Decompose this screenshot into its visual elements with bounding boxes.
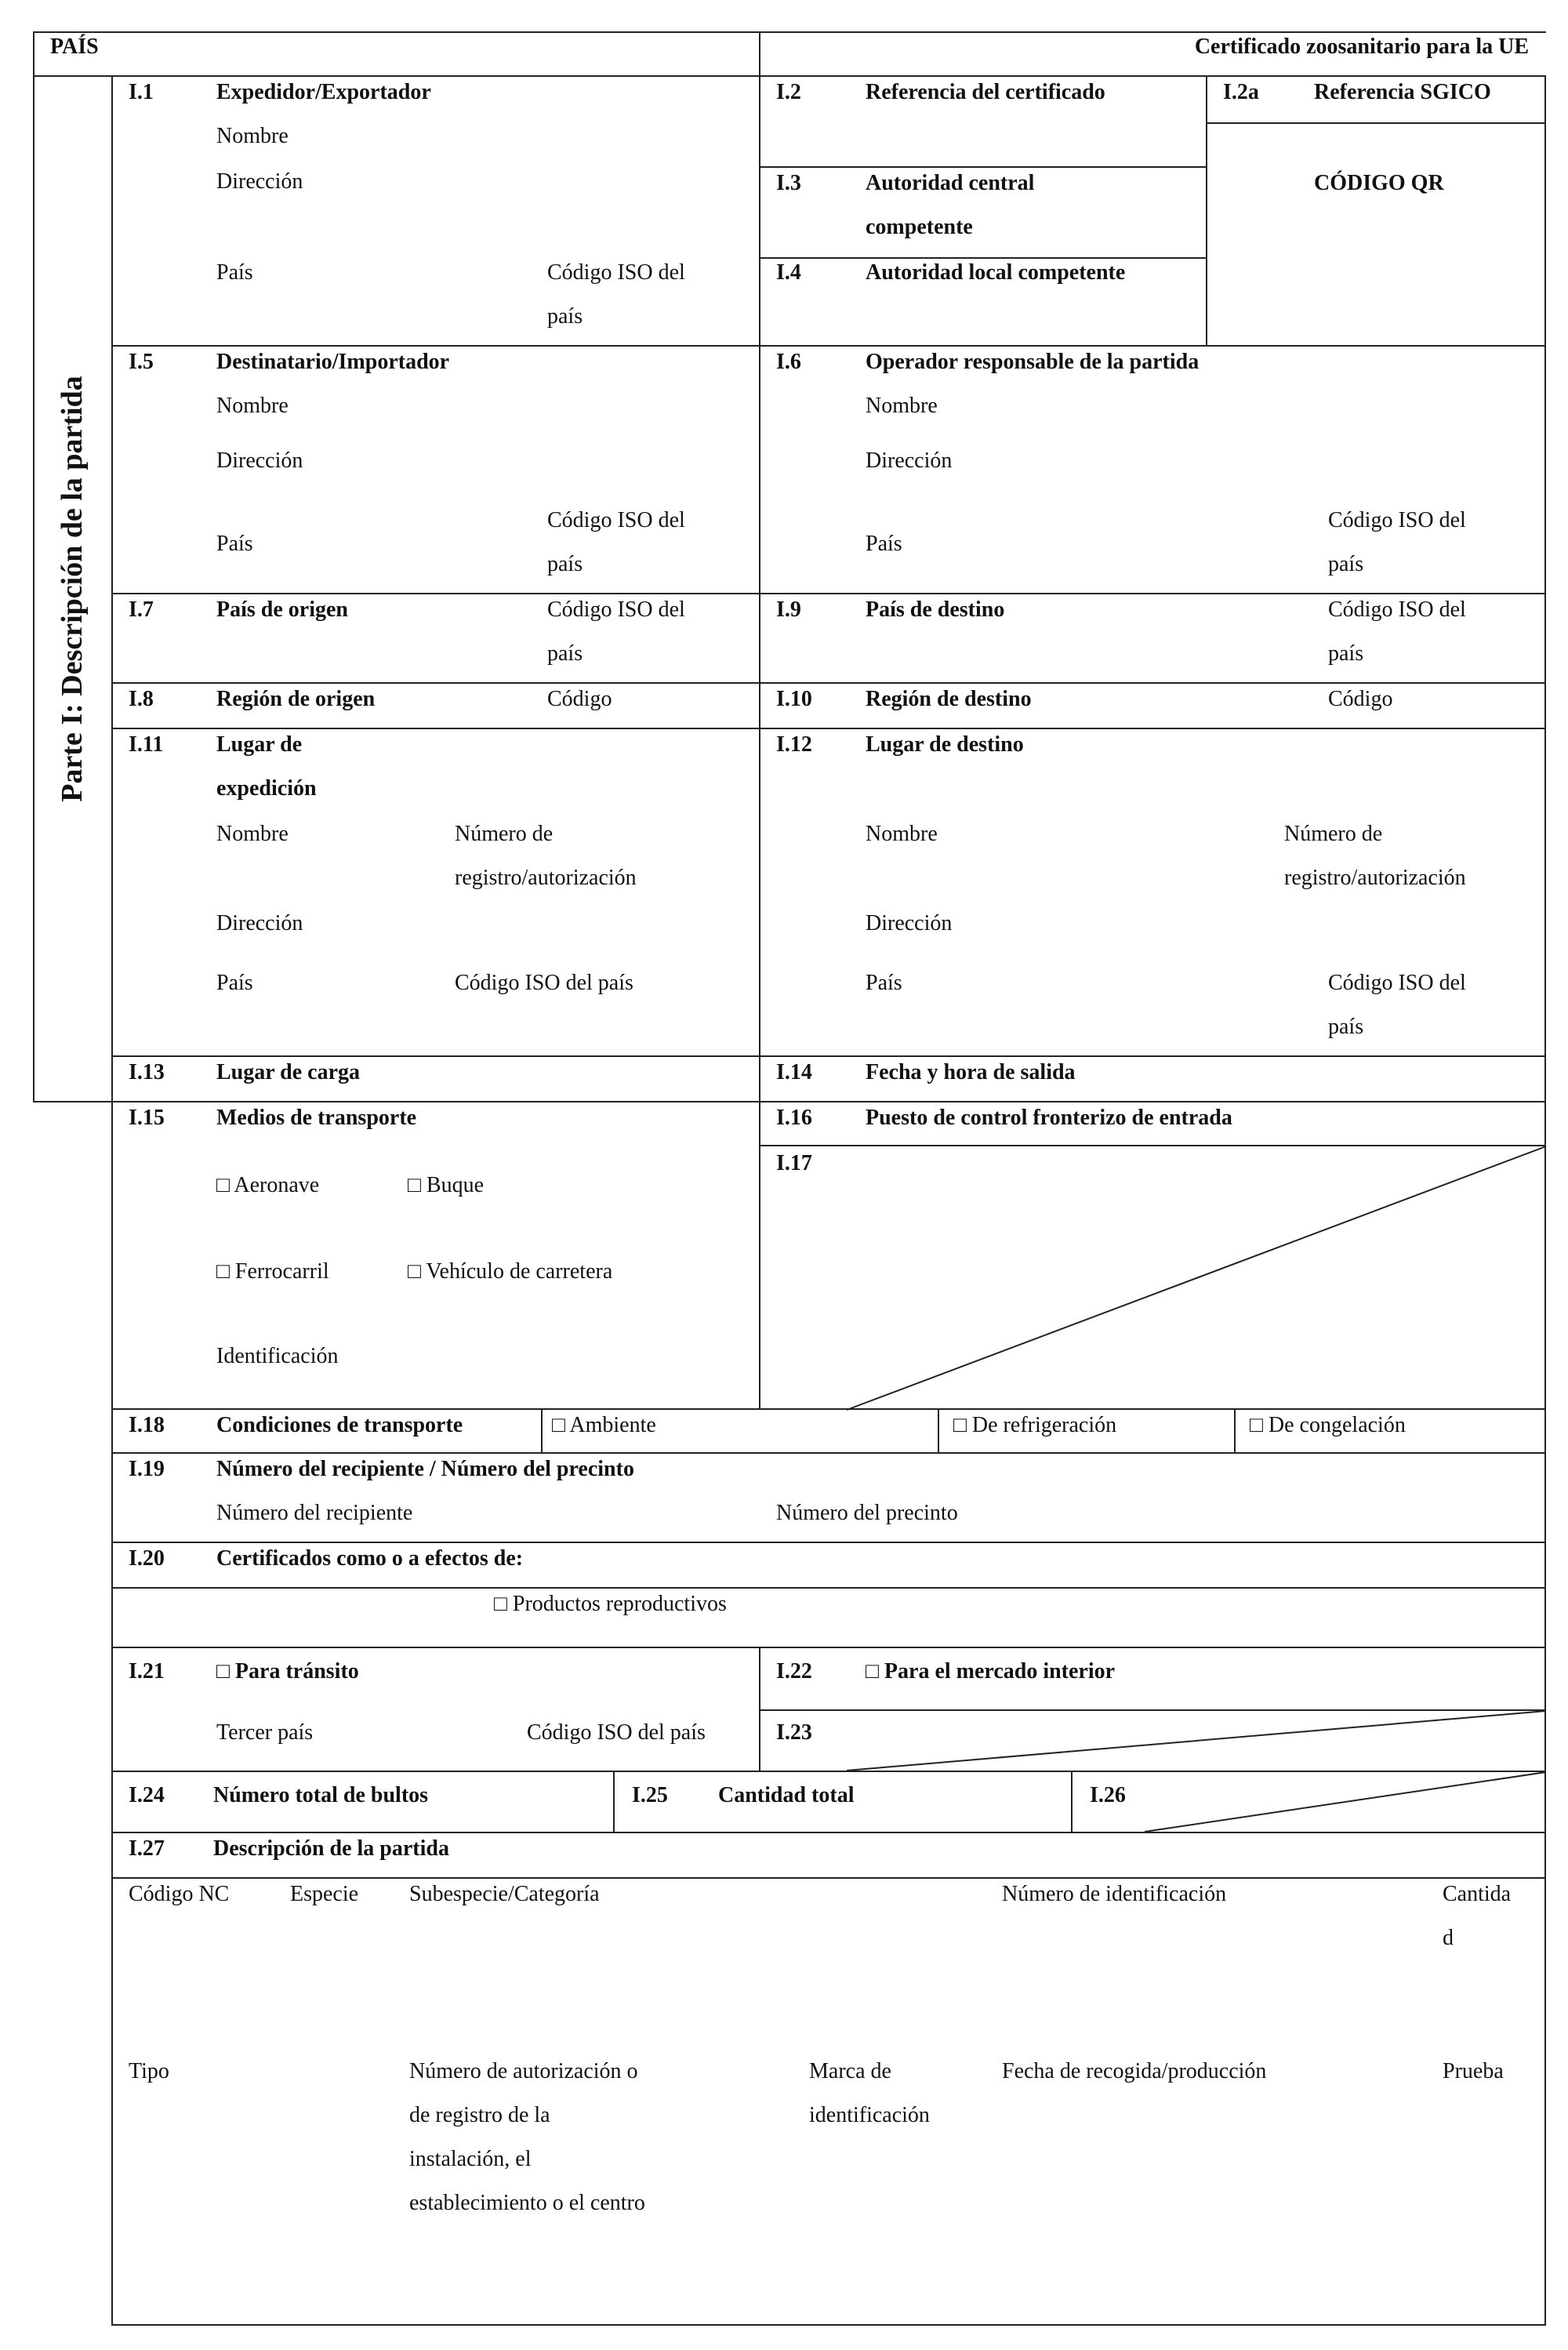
i19-container: Número del recipiente xyxy=(216,1501,413,1525)
i12-reg-l2: registro/autorización xyxy=(1284,866,1466,890)
i18-label: Condiciones de transporte xyxy=(216,1413,463,1437)
i3-label-l1: Autoridad central xyxy=(866,171,1035,195)
i1-pais: País xyxy=(216,260,253,285)
i12-iso-l1: Código ISO del xyxy=(1328,971,1466,995)
i6-label: Operador responsable de la partida xyxy=(866,350,1200,374)
i21-num: I.21 xyxy=(129,1659,165,1684)
i11-label-l2: expedición xyxy=(216,776,317,801)
i1-iso-l2: país xyxy=(547,304,583,329)
sidebar-part-label xyxy=(33,77,111,1101)
i8-codigo: Código xyxy=(547,687,612,711)
checkbox-rail[interactable]: □ Ferrocarril xyxy=(216,1259,329,1284)
i3-num: I.3 xyxy=(776,171,801,195)
i16-label: Puesto de control fronterizo de entrada xyxy=(866,1106,1232,1130)
i10-num: I.10 xyxy=(776,687,812,711)
i6-iso-l2: país xyxy=(1328,552,1364,576)
i16-num: I.16 xyxy=(776,1106,812,1130)
i1-label: Expedidor/Exportador xyxy=(216,80,431,104)
i11-reg-l2: registro/autorización xyxy=(455,866,637,890)
i1-iso-l1: Código ISO del xyxy=(547,260,685,285)
i11-nombre: Nombre xyxy=(216,822,289,846)
i2a-num: I.2a xyxy=(1223,80,1259,104)
i2a-label: Referencia SGICO xyxy=(1314,80,1491,104)
sidebar-label: Parte I: Descripción de la partida xyxy=(56,376,89,802)
i19-label: Número del recipiente / Número del precinto xyxy=(216,1457,634,1481)
col-type: Tipo xyxy=(129,2059,169,2083)
i8-label: Región de origen xyxy=(216,687,376,711)
i5-iso-l1: Código ISO del xyxy=(547,508,685,532)
i19-seal: Número del precinto xyxy=(776,1501,958,1525)
i12-label: Lugar de destino xyxy=(866,732,1024,757)
col-mark-l1: Marca de xyxy=(809,2059,891,2083)
col-approval-l3: instalación, el xyxy=(409,2147,532,2171)
i4-num: I.4 xyxy=(776,260,801,285)
i26-num: I.26 xyxy=(1090,1783,1126,1807)
i2-num: I.2 xyxy=(776,80,801,104)
header-country: PAÍS xyxy=(50,35,99,59)
col-quantity-l1: Cantida xyxy=(1443,1882,1512,1906)
i7-label: País de origen xyxy=(216,597,348,622)
i27-label: Descripción de la partida xyxy=(213,1836,449,1861)
col-test: Prueba xyxy=(1443,2059,1504,2083)
i9-label: País de destino xyxy=(866,597,1005,622)
checkbox-ambient[interactable]: □ Ambiente xyxy=(552,1413,656,1437)
i5-iso-l2: país xyxy=(547,552,583,576)
i9-iso-l1: Código ISO del xyxy=(1328,597,1466,622)
i12-nombre: Nombre xyxy=(866,822,938,846)
checkbox-transit[interactable]: □ Para tránsito xyxy=(216,1659,359,1684)
i10-label: Región de destino xyxy=(866,687,1032,711)
i20-num: I.20 xyxy=(129,1546,165,1571)
i22-num: I.22 xyxy=(776,1659,812,1684)
i21-third-country: Tercer país xyxy=(216,1720,314,1745)
col-species: Especie xyxy=(290,1882,359,1906)
i6-pais: País xyxy=(866,532,902,556)
checkbox-reproductive-products[interactable]: □ Productos reproductivos xyxy=(494,1592,727,1616)
i7-iso-l1: Código ISO del xyxy=(547,597,685,622)
i1-direccion: Dirección xyxy=(216,169,303,194)
i11-reg-l1: Número de xyxy=(455,822,554,846)
i12-num: I.12 xyxy=(776,732,812,757)
i14-label: Fecha y hora de salida xyxy=(866,1060,1076,1084)
i2-label: Referencia del certificado xyxy=(866,80,1105,104)
i4-label: Autoridad local competente xyxy=(866,260,1126,285)
col-collection-date: Fecha de recogida/producción xyxy=(1002,2059,1267,2083)
i12-direccion: Dirección xyxy=(866,911,953,935)
i21-iso: Código ISO del país xyxy=(527,1720,706,1745)
col-nc-code: Código NC xyxy=(129,1882,230,1906)
i15-num: I.15 xyxy=(129,1106,165,1130)
i25-num: I.25 xyxy=(632,1783,668,1807)
i14-num: I.14 xyxy=(776,1060,812,1084)
i18-num: I.18 xyxy=(129,1413,165,1437)
i12-iso-l2: país xyxy=(1328,1015,1364,1039)
i5-pais: País xyxy=(216,532,253,556)
i11-pais: País xyxy=(216,971,253,995)
i11-num: I.11 xyxy=(129,732,164,757)
i11-label-l1: Lugar de xyxy=(216,732,303,757)
i12-reg-l1: Número de xyxy=(1284,822,1383,846)
checkbox-road-vehicle[interactable]: □ Vehículo de carretera xyxy=(408,1259,613,1284)
checkbox-internal-market[interactable]: □ Para el mercado interior xyxy=(866,1659,1116,1684)
header-title: Certificado zoosanitario para la UE xyxy=(1194,35,1529,59)
col-mark-l2: identificación xyxy=(809,2103,930,2127)
col-quantity-l2: d xyxy=(1443,1926,1454,1950)
col-approval-l2: de registro de la xyxy=(409,2103,550,2127)
i5-num: I.5 xyxy=(129,350,154,374)
i13-label: Lugar de carga xyxy=(216,1060,361,1084)
i7-iso-l2: país xyxy=(547,641,583,666)
i5-direccion: Dirección xyxy=(216,449,303,473)
i15-identificacion: Identificación xyxy=(216,1344,339,1368)
i15-label: Medios de transporte xyxy=(216,1106,417,1130)
i9-iso-l2: país xyxy=(1328,641,1364,666)
i19-num: I.19 xyxy=(129,1457,165,1481)
i24-num: I.24 xyxy=(129,1783,165,1807)
qr-code-placeholder: CÓDIGO QR xyxy=(1314,171,1444,195)
col-id-number: Número de identificación xyxy=(1002,1882,1227,1906)
checkbox-frozen[interactable]: □ De congelación xyxy=(1250,1413,1406,1437)
i3-label-l2: competente xyxy=(866,215,973,239)
i23-num: I.23 xyxy=(776,1720,812,1745)
i6-num: I.6 xyxy=(776,350,801,374)
i6-direccion: Dirección xyxy=(866,449,953,473)
col-subspecies: Subespecie/Categoría xyxy=(409,1882,600,1906)
i11-direccion: Dirección xyxy=(216,911,303,935)
i25-label: Cantidad total xyxy=(718,1783,855,1807)
i24-label: Número total de bultos xyxy=(213,1783,429,1807)
i13-num: I.13 xyxy=(129,1060,165,1084)
i9-num: I.9 xyxy=(776,597,801,622)
i1-num: I.1 xyxy=(129,80,154,104)
i12-pais: País xyxy=(866,971,902,995)
i8-num: I.8 xyxy=(129,687,154,711)
i20-label: Certificados como o a efectos de: xyxy=(216,1546,524,1571)
checkbox-aircraft[interactable]: □ Aeronave xyxy=(216,1173,320,1197)
i1-nombre: Nombre xyxy=(216,124,289,148)
i5-nombre: Nombre xyxy=(216,394,289,418)
checkbox-chilled[interactable]: □ De refrigeración xyxy=(953,1413,1117,1437)
i6-nombre: Nombre xyxy=(866,394,938,418)
i5-label: Destinatario/Importador xyxy=(216,350,450,374)
i17-num: I.17 xyxy=(776,1151,812,1175)
i6-iso-l1: Código ISO del xyxy=(1328,508,1466,532)
checkbox-ship[interactable]: □ Buque xyxy=(408,1173,485,1197)
i11-iso: Código ISO del país xyxy=(455,971,633,995)
i10-codigo: Código xyxy=(1328,687,1393,711)
i7-num: I.7 xyxy=(129,597,154,622)
col-approval-l1: Número de autorización o xyxy=(409,2059,638,2083)
i27-num: I.27 xyxy=(129,1836,165,1861)
col-approval-l4: establecimiento o el centro xyxy=(409,2191,645,2215)
